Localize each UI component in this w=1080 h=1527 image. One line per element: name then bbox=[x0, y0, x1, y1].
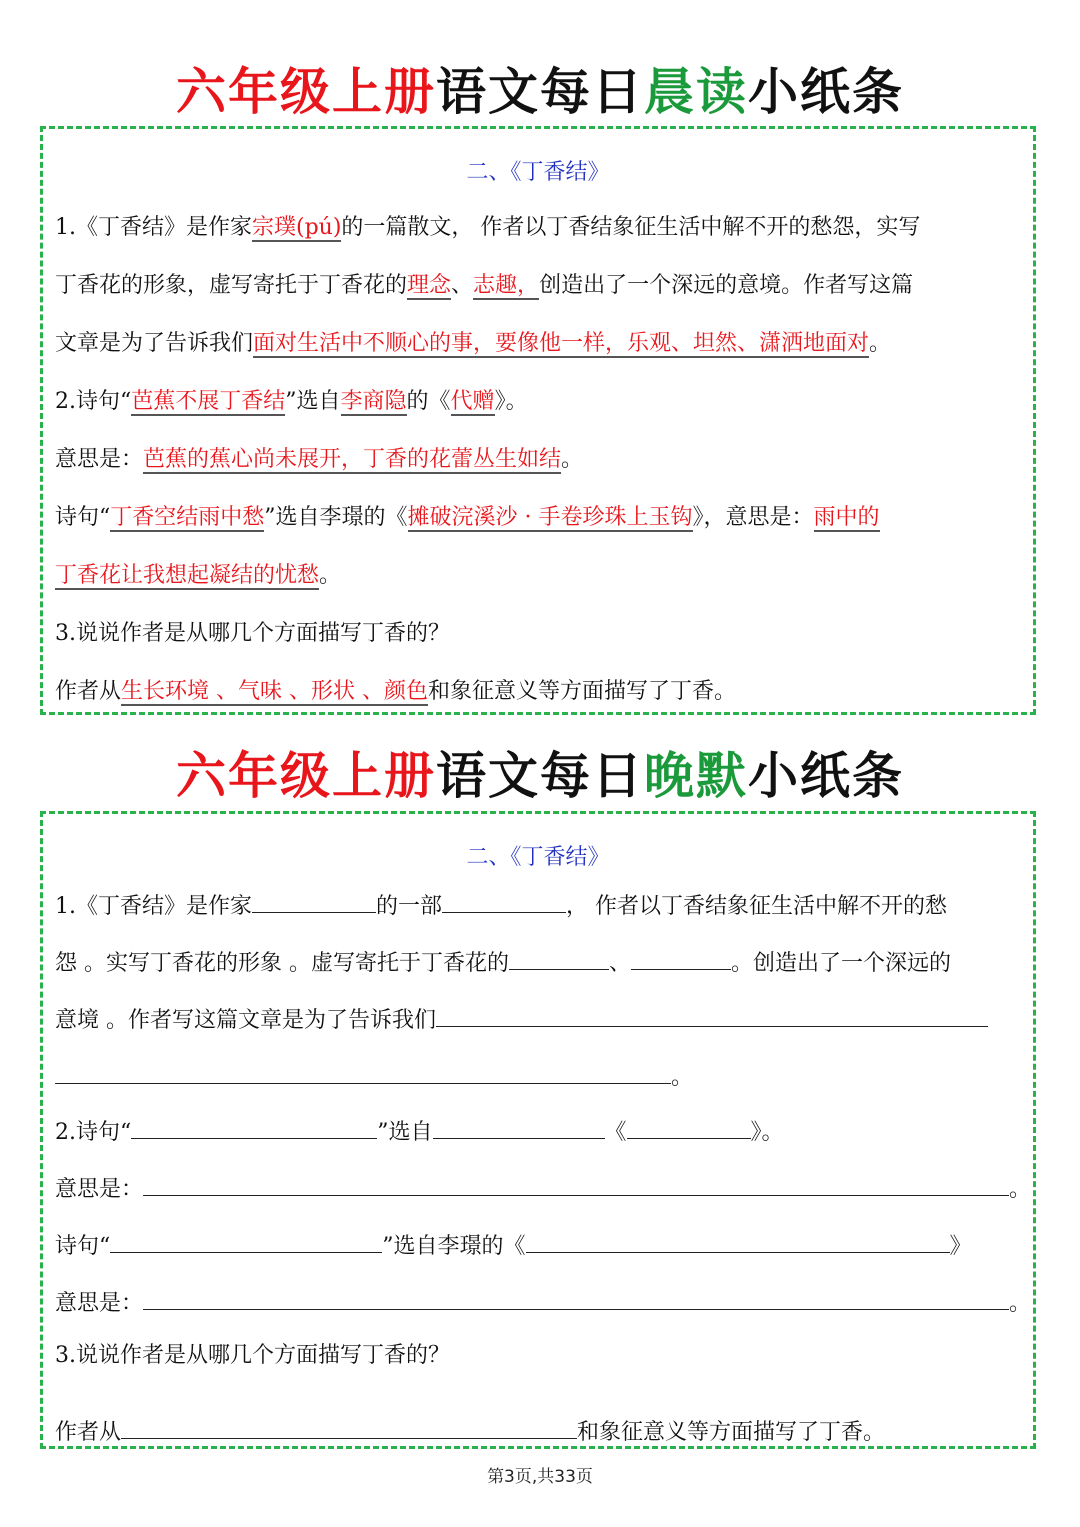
title-subject: 语文每日 bbox=[436, 747, 644, 805]
text: 意思是： bbox=[55, 1177, 144, 1202]
e-q3-question: 3.说说作者是从哪几个方面描写丁香的？ bbox=[55, 1343, 450, 1368]
title-note: 小纸条 bbox=[748, 63, 904, 121]
m-q2-line4 bbox=[55, 561, 341, 591]
text: 。 bbox=[561, 447, 584, 472]
answer: 代赠 bbox=[450, 389, 495, 414]
blank[interactable] bbox=[509, 945, 609, 970]
blank[interactable] bbox=[631, 945, 731, 970]
text: 。 bbox=[671, 1065, 694, 1090]
evening-box bbox=[40, 811, 1036, 1449]
text: 。 bbox=[319, 563, 342, 588]
text: 意境 。作者写这篇文章是为了告诉我们 bbox=[55, 1008, 436, 1033]
text: 《 bbox=[604, 1120, 627, 1145]
text: 》。 bbox=[494, 389, 528, 414]
title-note: 小纸条 bbox=[748, 747, 904, 805]
m-q3-question: 3.说说作者是从哪几个方面描写丁香的？ bbox=[55, 621, 450, 646]
blank[interactable] bbox=[436, 1002, 988, 1027]
blank[interactable] bbox=[121, 1414, 577, 1439]
e-q3-answer bbox=[55, 1414, 885, 1448]
title-subject: 语文每日 bbox=[436, 63, 644, 121]
text: 。创造出了一个深远的 bbox=[731, 951, 952, 976]
text: ”选自 bbox=[285, 389, 341, 414]
text: 2.诗句“ bbox=[55, 389, 132, 414]
e-q1-line4 bbox=[55, 1059, 693, 1093]
blank[interactable] bbox=[442, 888, 566, 913]
text: 。 bbox=[869, 331, 892, 356]
text: 意思是： bbox=[55, 447, 144, 472]
text: 创造出了一个深远的意境。作者写这篇 bbox=[539, 273, 914, 298]
text: 意思是： bbox=[55, 1291, 144, 1316]
text: 》 bbox=[949, 1234, 972, 1259]
text: 1.《丁香结》是作家 bbox=[55, 894, 252, 919]
e-q1-line1 bbox=[55, 888, 947, 922]
text: 。 bbox=[1009, 1291, 1032, 1316]
text: 诗句“ bbox=[55, 505, 111, 530]
blank[interactable] bbox=[252, 888, 376, 913]
m-q2-line1 bbox=[55, 387, 528, 417]
answer: 理念 bbox=[407, 273, 452, 298]
m-q3-answer bbox=[55, 677, 736, 707]
text: 》。 bbox=[750, 1120, 784, 1145]
text: 诗句“ bbox=[55, 1234, 111, 1259]
m-q2-meaning bbox=[55, 445, 583, 475]
m-q1-line1 bbox=[55, 213, 920, 243]
text: ”选自李璟的《 bbox=[264, 505, 408, 530]
blank[interactable] bbox=[433, 1114, 605, 1139]
e-q2-meaning bbox=[55, 1171, 1031, 1205]
answer: 摊破浣溪沙 · 手卷珍珠上玉钩 bbox=[407, 505, 693, 530]
answer: 志趣， bbox=[473, 273, 540, 298]
text: ”选自 bbox=[377, 1120, 433, 1145]
text: 作者从 bbox=[55, 1420, 122, 1445]
text: 的《 bbox=[406, 389, 451, 414]
blank[interactable] bbox=[526, 1228, 950, 1253]
title-grade: 六年级上册 bbox=[176, 63, 436, 121]
evening-subtitle: 二、《丁香结》 bbox=[466, 845, 610, 870]
m-q2-line3 bbox=[55, 503, 880, 533]
title-mode: 晨读 bbox=[644, 63, 748, 121]
text: 、 bbox=[609, 951, 632, 976]
text: 怨 。实写丁香花的形象 。虚写寄托于丁香花的 bbox=[55, 951, 509, 976]
blank[interactable] bbox=[627, 1114, 751, 1139]
m-q1-line2 bbox=[55, 271, 913, 301]
answer: 芭蕉的蕉心尚未展开，丁香的花蕾丛生如结 bbox=[143, 447, 562, 472]
answer: 雨中的 bbox=[813, 505, 880, 530]
morning-title bbox=[0, 62, 1080, 122]
text: 》，意思是： bbox=[692, 505, 814, 530]
page-footer: 第3页,共33页 bbox=[487, 1467, 593, 1487]
answer: 生长环境 、气味 、形状 、颜色 bbox=[121, 679, 428, 704]
text: 文章是为了告诉我们 bbox=[55, 331, 254, 356]
morning-subtitle: 二、《丁香结》 bbox=[466, 160, 610, 185]
morning-box bbox=[40, 126, 1036, 715]
answer: 李商隐 bbox=[340, 389, 407, 414]
e-q2-meaning2 bbox=[55, 1285, 1031, 1319]
text: 作者从 bbox=[55, 679, 122, 704]
answer: 丁香空结雨中愁 bbox=[110, 505, 265, 530]
text: ， 作者以丁香结象征生活中解不开的愁 bbox=[566, 894, 948, 919]
blank[interactable] bbox=[131, 1114, 377, 1139]
e-q1-line3 bbox=[55, 1002, 988, 1036]
evening-title bbox=[0, 746, 1080, 806]
answer: 丁香花让我想起凝结的忧愁 bbox=[55, 563, 320, 588]
text: 1.《丁香结》是作家 bbox=[55, 215, 252, 240]
e-q2-line3 bbox=[55, 1228, 972, 1262]
blank[interactable] bbox=[143, 1285, 1009, 1310]
text: 、 bbox=[451, 273, 474, 298]
text: 的一部 bbox=[376, 894, 443, 919]
title-grade: 六年级上册 bbox=[176, 747, 436, 805]
answer: 芭蕉不展丁香结 bbox=[131, 389, 286, 414]
text: 和象征意义等方面描写了丁香。 bbox=[428, 679, 737, 704]
answer: 面对生活中不顺心的事，要像他一样，乐观、坦然、潇洒地面对 bbox=[253, 331, 870, 356]
answer: 宗璞(pú) bbox=[252, 215, 342, 240]
text: ”选自李璟的《 bbox=[382, 1234, 526, 1259]
text: 。 bbox=[1009, 1177, 1032, 1202]
title-mode: 晚默 bbox=[644, 747, 748, 805]
text: 的一篇散文， 作者以丁香结象征生活中解不开的愁怨，实写 bbox=[341, 215, 921, 240]
text: 丁香花的形象，虚写寄托于丁香花的 bbox=[55, 273, 408, 298]
e-q2-line1 bbox=[55, 1114, 784, 1148]
text: 2.诗句“ bbox=[55, 1120, 132, 1145]
blank[interactable] bbox=[55, 1059, 671, 1084]
m-q1-line3 bbox=[55, 329, 891, 359]
text: 和象征意义等方面描写了丁香。 bbox=[577, 1420, 886, 1445]
blank[interactable] bbox=[110, 1228, 382, 1253]
e-q1-line2 bbox=[55, 945, 951, 979]
blank[interactable] bbox=[143, 1171, 1009, 1196]
